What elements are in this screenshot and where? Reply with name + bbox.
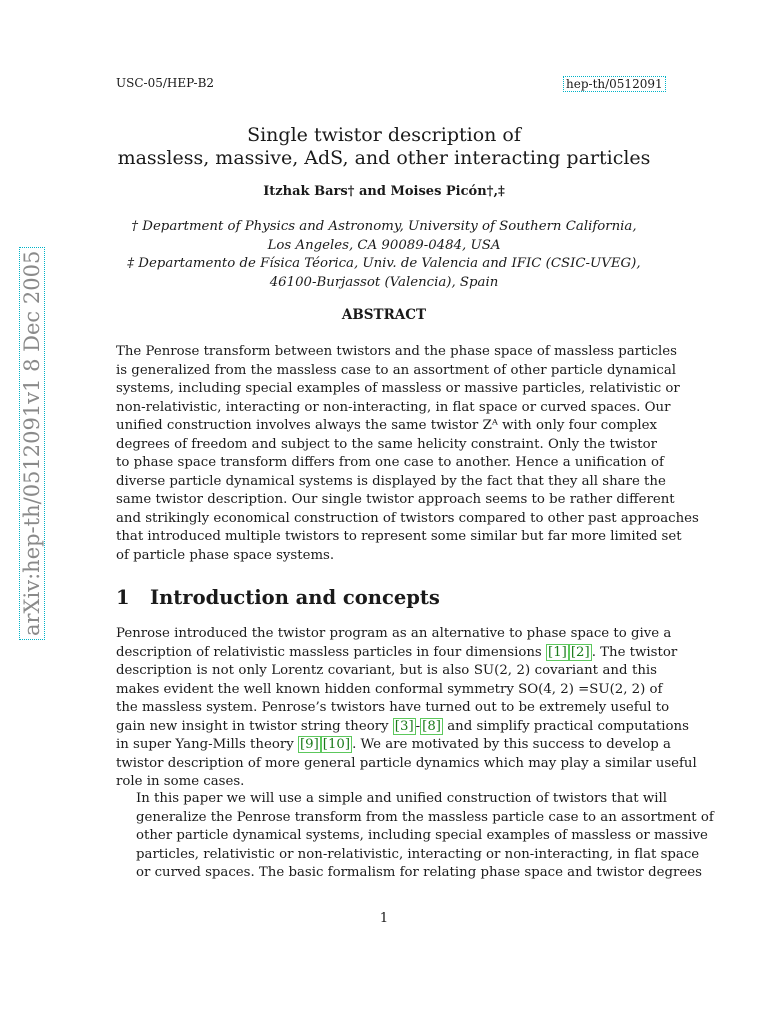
text-line: is generalized from the massless case to an assortment of other particle dynamical (116, 362, 677, 378)
report-number: USC-05/HEP-B2 (116, 76, 215, 90)
page-number: 1 (379, 911, 389, 926)
text-line: unified construction involves always the same twistor Zᴬ with only four complex (116, 418, 657, 433)
text-line: role in some cases. (116, 774, 245, 789)
text-line: other particle dynamical systems, including special examples of massless or massive (136, 828, 708, 843)
text-line: of particle phase space systems. (116, 547, 335, 563)
text-line: and strikingly economical construction of twistors compared to other past approaches (116, 510, 699, 526)
section-title: Introduction and concepts (150, 586, 440, 609)
intro-paragraph-1 (116, 625, 697, 792)
title-line: massless, massive, AdS, and other interacting particles (117, 147, 651, 169)
affiliation-line: ‡ Departamento de Física Téorica, Univ. de Valencia and IFIC (CSIC-UVEG), (127, 256, 641, 271)
text-line: that introduced multiple twistors to represent some similar but far more limited set (116, 529, 682, 544)
text-line: makes evident the well known hidden conformal symmetry SO(4, 2) =SU(2, 2) of (116, 681, 663, 697)
arxiv-id-link[interactable]: hep-th/0512091 (563, 76, 666, 92)
text-line: description is not only Lorentz covariant, but is also SU(2, 2) covariant and this (116, 663, 657, 678)
abstract-text (116, 343, 699, 565)
section-heading (116, 586, 440, 609)
text-line: non-relativistic, interacting or non-interacting, in flat space or curved spaces. Our (116, 399, 671, 415)
citation-link[interactable]: [3] (394, 718, 414, 734)
text-line: the massless system. Penrose’s twistors have turned out to be extremely useful to (116, 700, 670, 715)
text-line: in super Yang-Mills theory [9] [10] . We are motivated by this success to develop a (116, 737, 671, 752)
affiliation-line: Los Angeles, CA 90089-0484, USA (267, 237, 501, 253)
citation-link[interactable]: [1] (548, 644, 567, 660)
text-line: systems, including special examples of massless or massive particles, relativistic or (116, 381, 680, 396)
text-line: Penrose introduced the twistor program as an alternative to phase space to give a (116, 626, 672, 641)
arxiv-sidebar-stamp[interactable]: arXiv:hep-th/0512091v1 8 Dec 2005 (19, 247, 45, 640)
paper-title (0, 124, 768, 170)
text-line: generalize the Penrose transform from the massless particle case to an assortment of (136, 809, 714, 825)
citation-link[interactable]: [2] (570, 644, 590, 660)
text-line: same twistor description. Our single twistor approach seems to be rather different (116, 492, 675, 507)
title-line: Single twistor description of (247, 124, 521, 146)
text-line: degrees of freedom and subject to the same helicity constraint. Only the twistor (116, 436, 657, 452)
text-line: In this paper we will use a simple and unified construction of twistors that will (136, 791, 667, 806)
affiliation-line: † Department of Physics and Astronomy, University of Southern California, (131, 219, 637, 234)
text-line: or curved spaces. The basic formalism for relating phase space and twistor degrees (136, 865, 702, 880)
text-line: The Penrose transform between twistors and the phase space of massless particles (116, 344, 677, 359)
text-line: diverse particle dynamical systems is displayed by the fact that they all share the (116, 473, 666, 489)
text-line: description of relativistic massless particles in four dimensions [1] [2] . The twistor (116, 644, 678, 660)
citation-link[interactable]: [10] (322, 737, 351, 752)
intro-paragraph-2 (116, 790, 714, 883)
text-line: twistor description of more general particle dynamics which may play a similar useful (116, 755, 697, 771)
text-line: gain new insight in twistor string theory [3] - [8] and simplify practical computations (116, 718, 689, 734)
abstract-heading: ABSTRACT (341, 307, 427, 323)
text-line: to phase space transform differs from one case to another. Hence a unification of (116, 455, 664, 470)
citation-link[interactable]: [8] (422, 718, 441, 734)
citation-link[interactable]: [9] (299, 737, 319, 752)
affiliations (0, 218, 768, 292)
authors: Itzhak Bars† and Moises Picón†,‡ (263, 184, 505, 199)
text-line: particles, relativistic or non-relativistic, interacting or non-interacting, in flat space (136, 846, 700, 862)
section-number: 1 (116, 586, 130, 609)
affiliation-line: 46100-Burjassot (Valencia), Spain (269, 274, 499, 290)
